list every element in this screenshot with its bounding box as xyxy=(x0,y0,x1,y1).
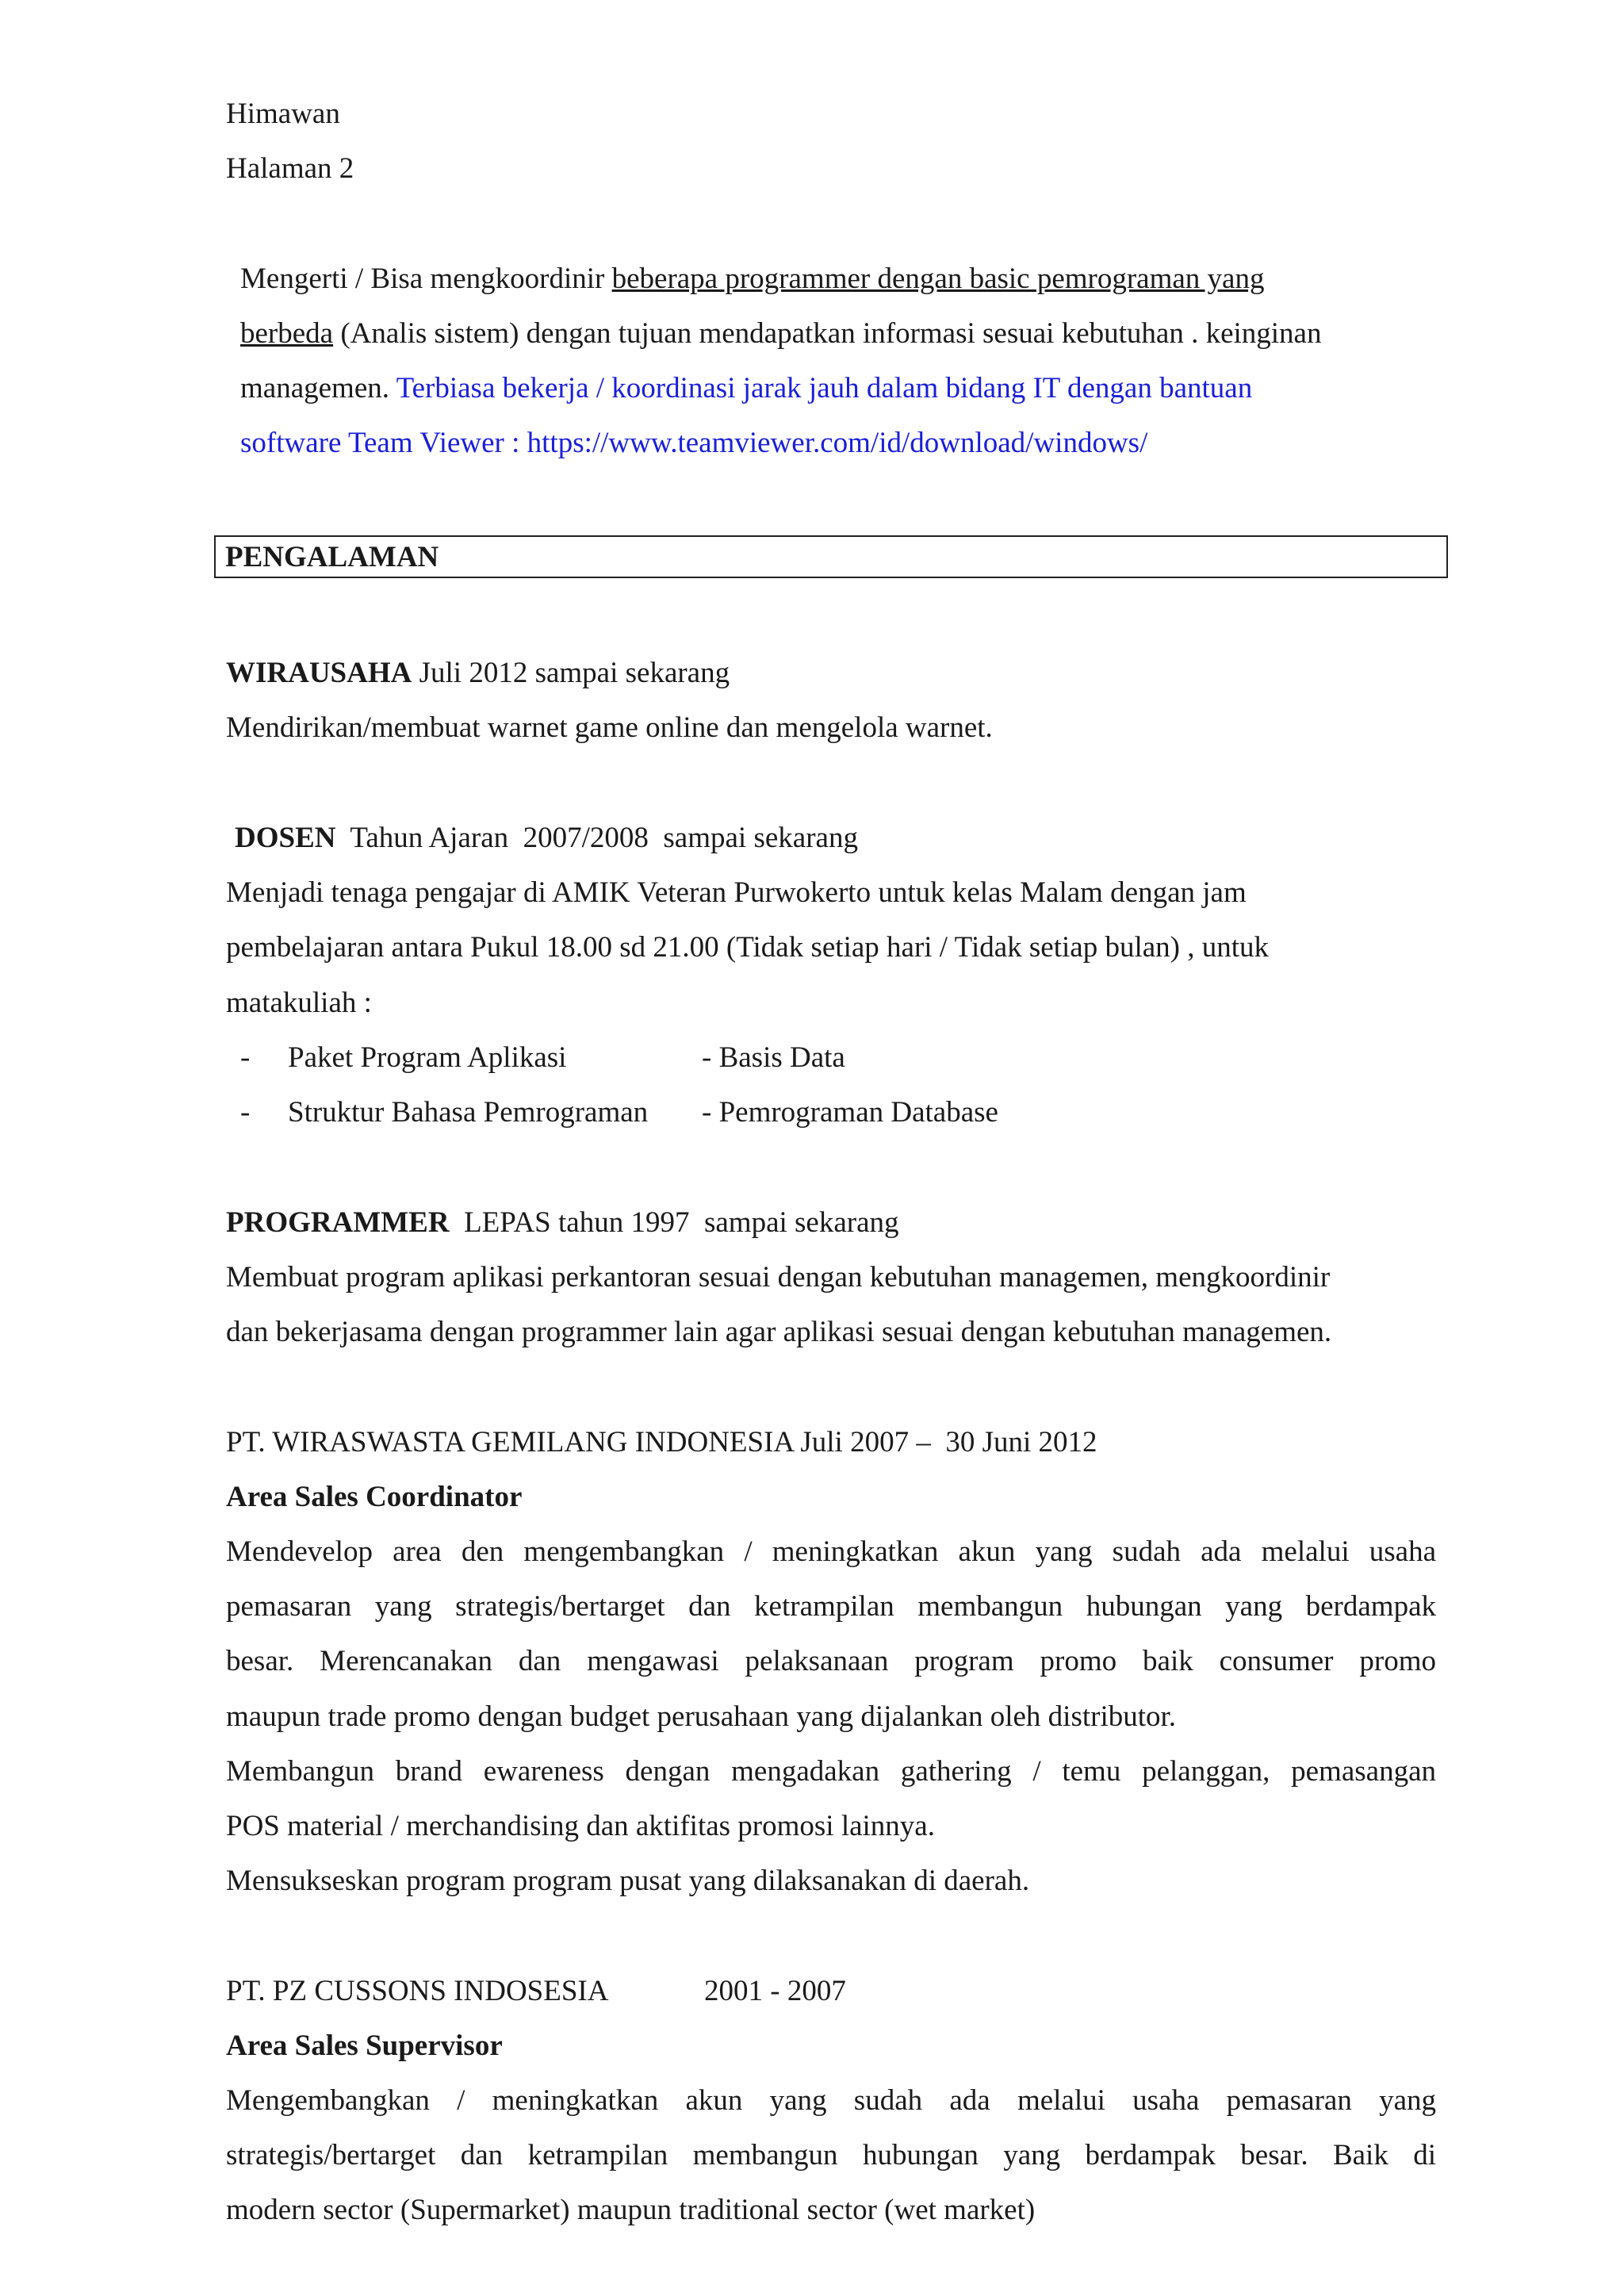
wgi-line-5: Membangun brand ewareness dengan mengadakan gathering / temu pelanggan, pemasangan xyxy=(226,1755,1436,1788)
wirausaha-heading: WIRAUSAHA Juli 2012 sampai sekarang xyxy=(226,657,730,689)
wgi-role: Area Sales Coordinator xyxy=(226,1481,523,1513)
intro-underlined-text-2: berbeda xyxy=(240,317,334,350)
section-header-box xyxy=(214,535,1448,578)
wgi-line-7: Mensukseskan program program pusat yang dilaksanakan di daerah. xyxy=(226,1865,1030,1897)
programmer-heading: PROGRAMMER LEPAS tahun 1997 sampai sekarang xyxy=(226,1206,899,1239)
wgi-company: PT. WIRASWASTA GEMILANG INDONESIA Juli 2007 – 30 Juni 2012 xyxy=(226,1426,1097,1458)
wgi-line-1: Mendevelop area den mengembangkan / meningkatkan akun yang sudah ada melalui usaha xyxy=(226,1535,1436,1568)
header-page-number: Halaman 2 xyxy=(226,152,354,185)
wirausaha-desc: Mendirikan/membuat warnet game online dan mengelola warnet. xyxy=(226,711,993,744)
intro-line-1: Mengerti / Bisa mengkoordinir beberapa programmer dengan basic pemrograman yang xyxy=(240,263,1265,295)
intro-line-2: berbeda (Analis sistem) dengan tujuan mendapatkan informasi sesuai kebutuhan . keinginan xyxy=(240,317,1322,350)
list-item-left: Struktur Bahasa Pemrograman xyxy=(288,1096,649,1129)
dosen-heading: DOSEN Tahun Ajaran 2007/2008 sampai sekarang xyxy=(235,822,858,854)
pz-years: 2001 - 2007 xyxy=(704,1975,846,2007)
list-item-right: - Pemrograman Database xyxy=(702,1096,998,1129)
intro-teamviewer-link[interactable]: software Team Viewer : https://www.teamviewer.com/id/download/windows/ xyxy=(240,427,1148,459)
dosen-line-2: pembelajaran antara Pukul 18.00 sd 21.00 (Tidak setiap hari / Tidak setiap bulan) , untuk xyxy=(226,931,1270,964)
pz-line-1: Mengembangkan / meningkatkan akun yang sudah ada melalui usaha pemasaran yang xyxy=(226,2084,1436,2117)
pz-company: PT. PZ CUSSONS INDOSESIA xyxy=(226,1975,609,2007)
dosen-line-3: matakuliah : xyxy=(226,987,372,1019)
programmer-line-1: Membuat program aplikasi perkantoran sesuai dengan kebutuhan managemen, mengkoordinir xyxy=(226,1261,1331,1294)
section-title: PENGALAMAN xyxy=(225,541,439,573)
header-name: Himawan xyxy=(226,98,340,130)
list-item-left: Paket Program Aplikasi xyxy=(288,1041,567,1074)
intro-blue-text: Terbiasa bekerja / koordinasi jarak jauh dalam bidang IT dengan bantuan xyxy=(396,372,1253,404)
dosen-line-1: Menjadi tenaga pengajar di AMIK Veteran Purwokerto untuk kelas Malam dengan jam xyxy=(226,876,1247,909)
intro-line-3: managemen. Terbiasa bekerja / koordinasi jarak jauh dalam bidang IT dengan bantuan xyxy=(240,372,1253,404)
pz-line-3: modern sector (Supermarket) maupun traditional sector (wet market) xyxy=(226,2194,1036,2226)
pz-role: Area Sales Supervisor xyxy=(226,2030,503,2062)
intro-underlined-text: beberapa programmer dengan basic pemrograman yang xyxy=(611,263,1265,295)
programmer-line-2: dan bekerjasama dengan programmer lain agar aplikasi sesuai dengan kebutuhan managemen. xyxy=(226,1316,1332,1348)
list-item-bullet: - xyxy=(240,1041,251,1074)
list-item-right: - Basis Data xyxy=(702,1041,845,1074)
pz-line-2: strategis/bertarget dan ketrampilan membangun hubungan yang berdampak besar. Baik di xyxy=(226,2139,1436,2171)
list-item-bullet: - xyxy=(240,1096,251,1129)
wgi-line-3: besar. Merencanakan dan mengawasi pelaksanaan program promo baik consumer promo xyxy=(226,1645,1436,1677)
wgi-line-6: POS material / merchandising dan aktifitas promosi lainnya. xyxy=(226,1810,935,1842)
wgi-line-4: maupun trade promo dengan budget perusahaan yang dijalankan oleh distributor. xyxy=(226,1700,1177,1733)
wgi-line-2: pemasaran yang strategis/bertarget dan ketrampilan membangun hubungan yang berdampak xyxy=(226,1590,1436,1623)
